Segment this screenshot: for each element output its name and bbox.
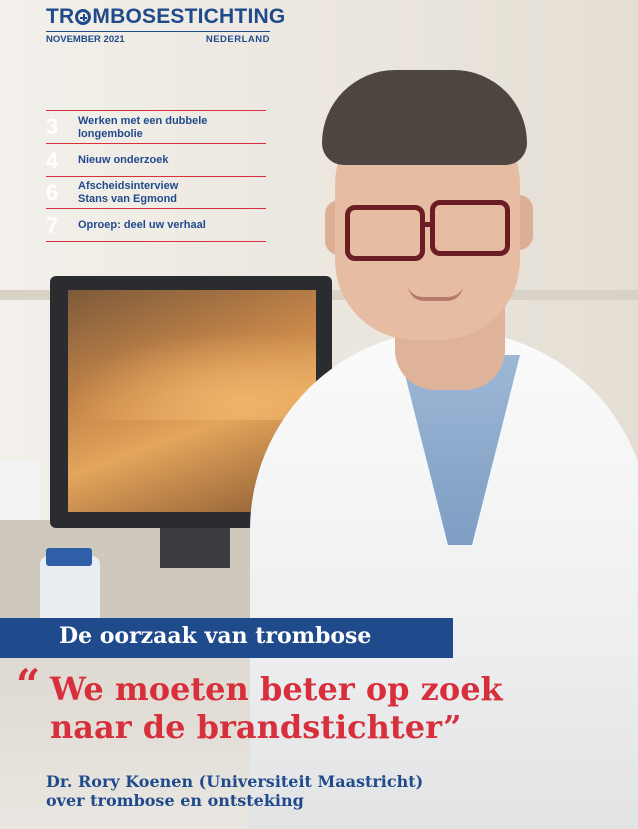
toc-label-line1: Werken met een dubbele [78, 115, 208, 127]
portrait-hair [322, 70, 527, 165]
logo-text-end: MBOSESTICHTING [92, 5, 286, 28]
masthead-rule [46, 31, 270, 32]
glasses-lens-right [430, 200, 510, 256]
headline-line1: We moeten beter op zoek [50, 670, 503, 708]
toc-page-number: 4 [46, 148, 59, 173]
toc-page-number: 3 [46, 114, 59, 139]
toc-bottom-rule [46, 241, 266, 242]
cover-headline [50, 670, 630, 746]
logo-text-start: TR [46, 5, 75, 28]
glasses-bridge [420, 222, 432, 227]
toc-label-line1: Oproep: deel uw verhaal [78, 219, 206, 231]
monitor-stand [160, 528, 230, 568]
portrait-smile [408, 285, 463, 301]
trombosestichting-logo[interactable] [46, 5, 285, 29]
logo-cross-circle-icon [75, 9, 91, 25]
toc-label-line2: Stans van Egmond [78, 193, 178, 205]
lab-bottle-cap [46, 548, 92, 566]
toc-item-oproep[interactable] [46, 208, 266, 242]
toc-label-line1: Afscheidsinterview [78, 180, 179, 192]
opening-quote: “ [16, 660, 41, 709]
glasses-lens-left [345, 205, 425, 261]
toc-label-line2: longembolie [78, 128, 143, 140]
issue-date: NOVEMBER 2021 [46, 34, 125, 45]
issue-country: NEDERLAND [205, 34, 270, 45]
toc-label-line1: Nieuw onderzoek [78, 154, 169, 166]
lab-bottle [40, 556, 100, 626]
desktop-wallpaper [68, 330, 316, 420]
cover-subtitle [46, 772, 606, 810]
toc-page-number: 6 [46, 180, 59, 205]
toc-item-werken[interactable] [46, 110, 266, 144]
subtitle-line1: Dr. Rory Koenen (Universiteit Maastricht) [46, 772, 424, 791]
kicker-text: De oorzaak van trombose [59, 623, 372, 649]
toc-item-afscheid[interactable] [46, 176, 266, 209]
toc-page-number: 7 [46, 213, 59, 238]
subtitle-line2: over trombose en ontsteking [46, 791, 304, 810]
kicker-banner [0, 618, 453, 658]
headline-line2: naar de brandstichter” [50, 708, 462, 746]
toc-item-onderzoek[interactable] [46, 143, 266, 177]
